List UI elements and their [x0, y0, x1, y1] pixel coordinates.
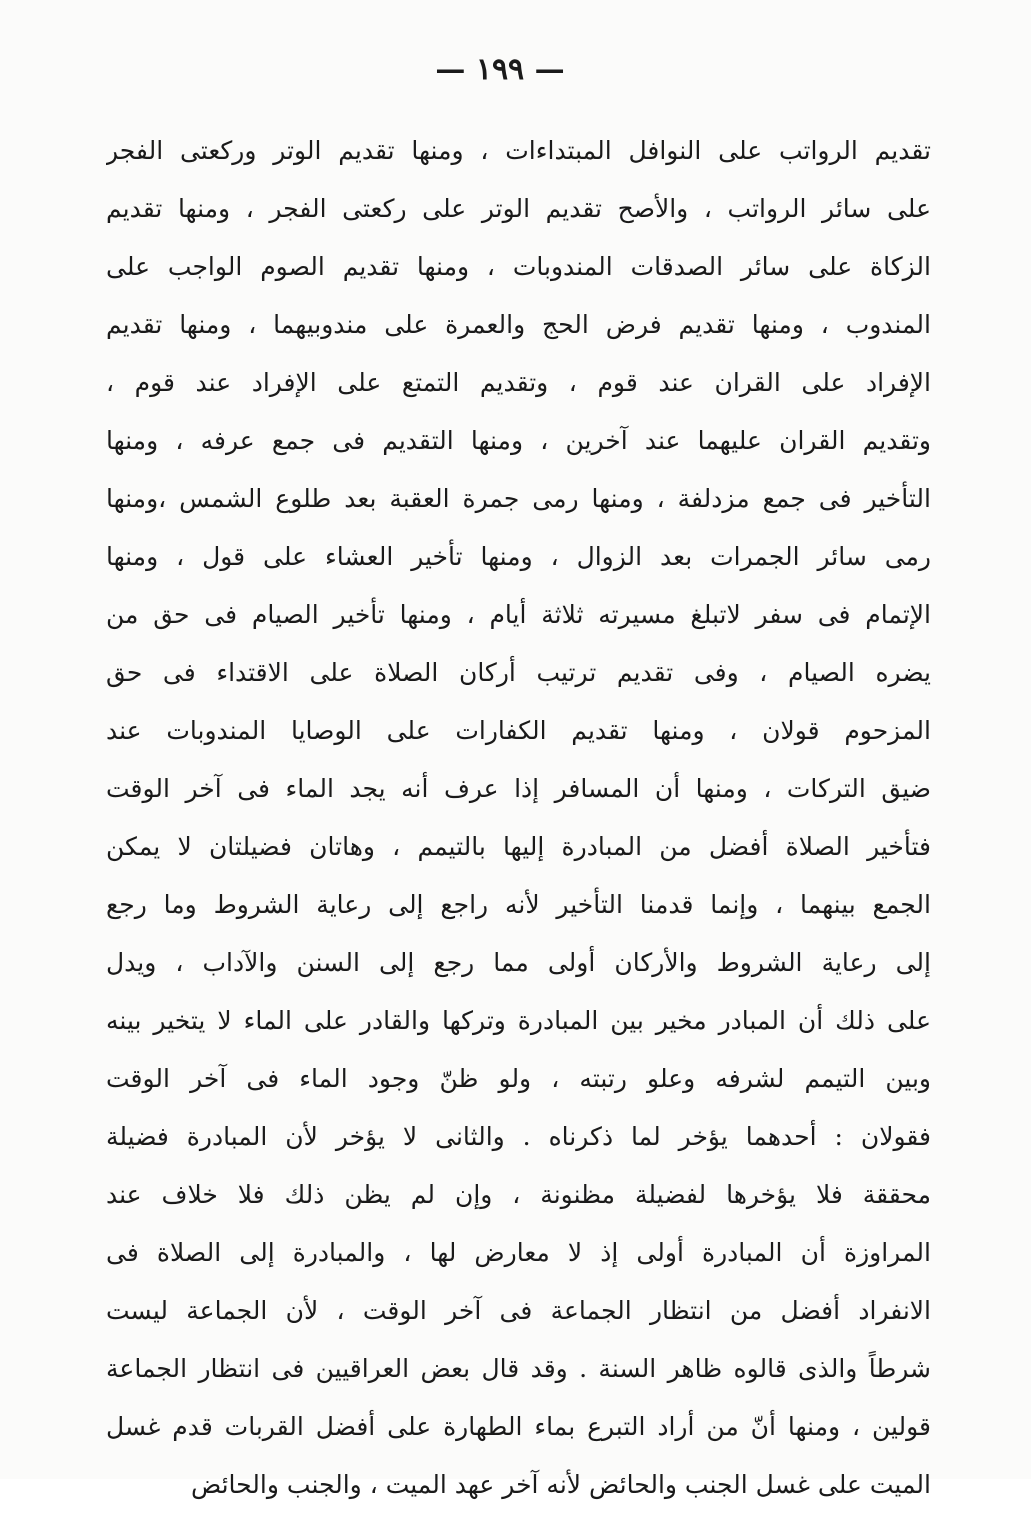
text-line: على ذلك أن المبادر مخير بين المبادرة وتركها والقادر على الماء لا يتخير بينه	[106, 1006, 931, 1035]
text-line: فقولان : أحدهما يؤخر لما ذكرناه . والثانى لا يؤخر لأن المبادرة فضيلة	[106, 1122, 931, 1151]
text-line: محققة فلا يؤخرها لفضيلة مظنونة ، وإن لم يظن ذلك فلا خلاف عند	[106, 1180, 931, 1209]
text-line: تقديم الرواتب على النوافل المبتداءات ، ومنها تقديم الوتر وركعتى الفجر	[106, 136, 931, 165]
text-line: الإفراد على القران عند قوم ، وتقديم التمتع على الإفراد عند قوم ،	[106, 368, 931, 397]
text-line: شرطاً والذى قالوه ظاهر السنة . وقد قال بعض العراقيين فى انتظار الجماعة	[106, 1354, 931, 1383]
text-line: التأخير فى جمع مزدلفة ، ومنها رمى جمرة العقبة بعد طلوع الشمس ،ومنها	[106, 484, 931, 513]
text-line: على سائر الرواتب ، والأصح تقديم الوتر على ركعتى الفجر ، ومنها تقديم	[106, 194, 931, 223]
text-line: الزكاة على سائر الصدقات المندوبات ، ومنها تقديم الصوم الواجب على	[106, 252, 931, 281]
text-line: المزحوم قولان ، ومنها تقديم الكفارات على الوصايا المندوبات عند	[106, 716, 931, 745]
text-line: الإتمام فى سفر لاتبلغ مسيرته ثلاثة أيام ، ومنها تأخير الصيام فى حق من	[106, 600, 931, 629]
text-line: فتأخير الصلاة أفضل من المبادرة إليها بالتيمم ، وهاتان فضيلتان لا يمكن	[106, 832, 931, 861]
text-line: رمى سائر الجمرات بعد الزوال ، ومنها تأخير العشاء على قول ، ومنها	[106, 542, 931, 571]
body-text	[106, 122, 931, 1514]
text-line: الجمع بينهما ، وإنما قدمنا التأخير لأنه راجع إلى رعاية الشروط وما رجع	[106, 890, 931, 919]
text-line: وتقديم القران عليهما عند آخرين ، ومنها التقديم فى جمع عرفه ، ومنها	[106, 426, 931, 455]
text-line: وبين التيمم لشرفه وعلو رتبته ، ولو ظنّ وجود الماء فى آخر الوقت	[106, 1064, 931, 1093]
text-line: الانفراد أفضل من انتظار الجماعة فى آخر الوقت ، لأن الجماعة ليست	[106, 1296, 931, 1325]
text-line: يضره الصيام ، وفى تقديم ترتيب أركان الصلاة على الاقتداء فى حق	[106, 658, 931, 687]
text-line: الميت على غسل الجنب والحائض لأنه آخر عهد الميت ، والجنب والحائض	[190, 1470, 931, 1499]
text-line: قولين ، ومنها أنّ من أراد التبرع بماء الطهارة على أفضل القربات قدم غسل	[106, 1412, 931, 1441]
text-line: المراوزة أن المبادرة أولى إذ لا معارض لها ، والمبادرة إلى الصلاة فى	[106, 1238, 931, 1267]
text-line: المندوب ، ومنها تقديم فرض الحج والعمرة على مندوبيهما ، ومنها تقديم	[106, 310, 931, 339]
text-line: ضيق التركات ، ومنها أن المسافر إذا عرف أنه يجد الماء فى آخر الوقت	[106, 774, 931, 803]
text-line: إلى رعاية الشروط والأركان أولى مما رجع إلى السنن والآداب ، ويدل	[106, 948, 931, 977]
page-number: — ١٩٩ —	[435, 52, 565, 87]
